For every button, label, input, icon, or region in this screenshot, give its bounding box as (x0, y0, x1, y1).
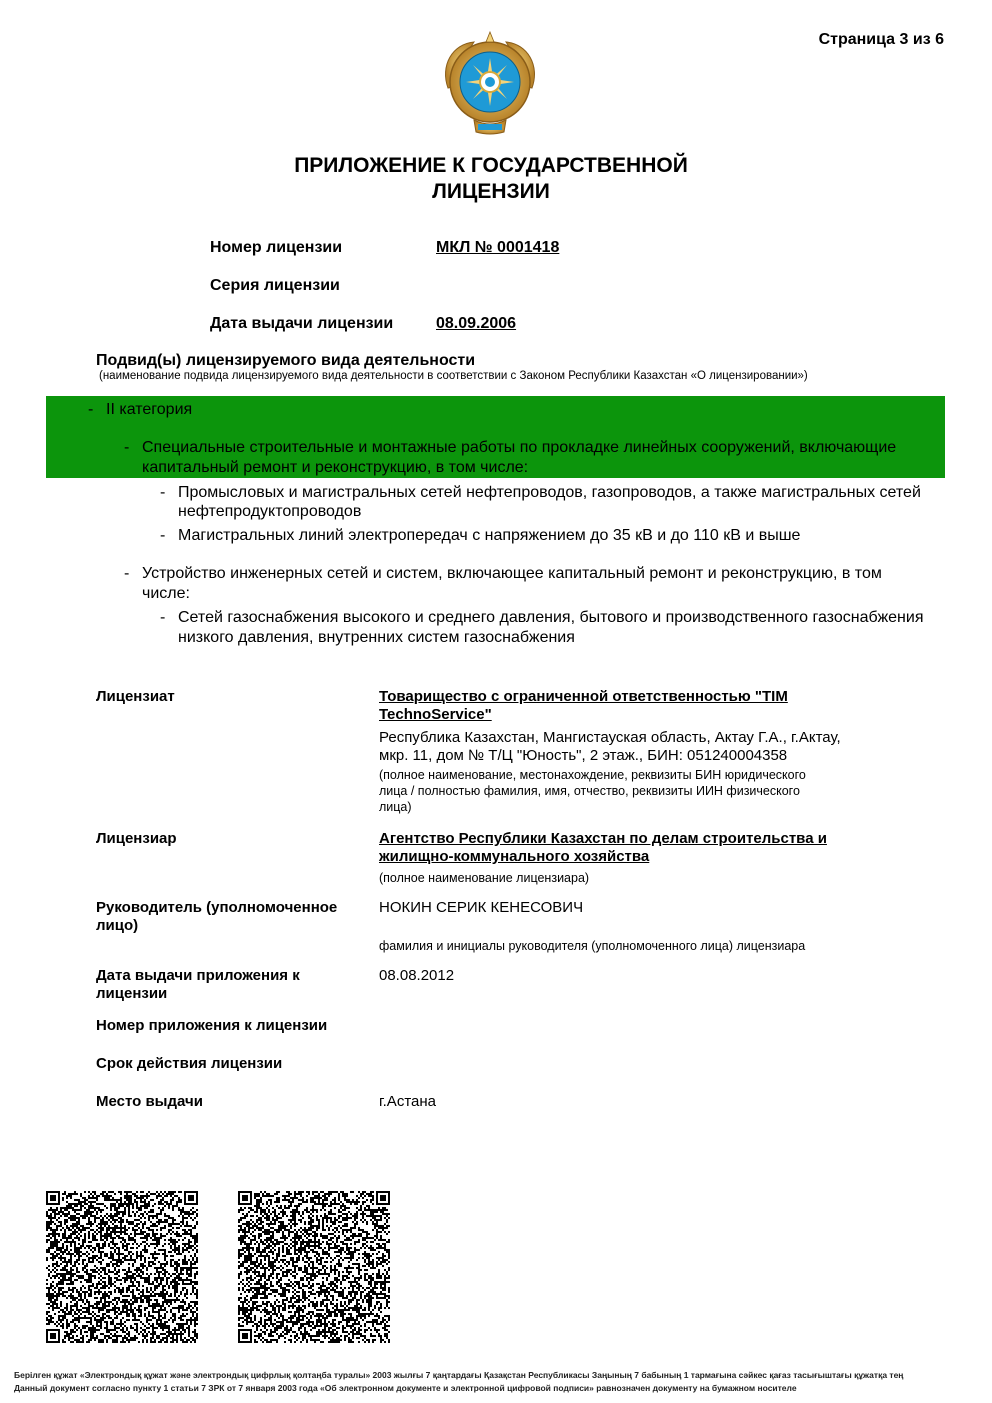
title-line-1: ПРИЛОЖЕНИЕ К ГОСУДАРСТВЕННОЙ (294, 154, 688, 177)
licensee-note-line3: лица) (379, 800, 412, 814)
subtypes-heading: Подвид(ы) лицензируемого вида деятельности (96, 352, 476, 369)
licensee-note-line2: лица / полностью фамилия, имя, отчество, реквизиты ИИН физического (379, 784, 800, 798)
appendix-number-label: Номер приложения к лицензии (96, 1017, 328, 1034)
item1-line1: Специальные строительные и монтажные работы по прокладке линейных сооружений, включающие (142, 439, 897, 456)
head-note: фамилия и инициалы руководителя (уполномоченного лица) лицензиара (379, 939, 806, 953)
license-date-label: Дата выдачи лицензии (210, 315, 394, 332)
list-dash: - (88, 401, 94, 418)
licensee-note (379, 767, 879, 815)
licensee-address (379, 729, 899, 765)
list-dash: - (160, 527, 166, 544)
licensee-label: Лицензиат (96, 688, 175, 705)
qr-code-icon (46, 1191, 198, 1343)
item2a-line2: низкого давления, внутренних систем газоснабжения (178, 629, 575, 646)
licensor-name (379, 830, 899, 866)
licensor-label: Лицензиар (96, 830, 177, 847)
licensee-name-line1: Товарищество с ограниченной ответственностью "TIM (379, 688, 788, 705)
page-number: Страница 3 из 6 (818, 31, 944, 48)
list-dash: - (124, 565, 130, 582)
appendix-date-label-line1: Дата выдачи приложения к (96, 967, 300, 984)
license-term-label: Срок действия лицензии (96, 1055, 283, 1072)
head-value: НОКИН СЕРИК КЕНЕСОВИЧ (379, 899, 584, 916)
list-dash: - (124, 439, 130, 456)
state-emblem-icon (434, 28, 546, 138)
item1b-text: Магистральных линий электропередач с напряжением до 35 кВ и до 110 кВ и выше (178, 527, 801, 544)
licensee-address-line2: мкр. 11, дом № Т/Ц "Юность", 2 этаж., БИН: 051240004358 (379, 747, 788, 764)
head-label-line2: лицо) (96, 917, 139, 934)
list-dash: - (160, 484, 166, 501)
licensee-name-line2: TechnoService" (379, 706, 492, 723)
license-number-label: Номер лицензии (210, 239, 343, 256)
issue-place-value: г.Астана (379, 1093, 436, 1110)
license-number-value: МКЛ № 0001418 (436, 239, 560, 256)
licensee-name (379, 688, 899, 724)
licensee-note-line1: (полное наименование, местонахождение, реквизиты БИН юридического (379, 768, 806, 782)
item1-line2: капитальный ремонт и реконструкцию, в том числе: (142, 459, 529, 476)
head-label (96, 899, 366, 935)
subtypes-note: (наименование подвида лицензируемого вида деятельности в соответствии с Законом Республики Казахстан «О лицензировании») (99, 370, 808, 382)
appendix-date-label (96, 967, 366, 1003)
issue-place-label: Место выдачи (96, 1093, 203, 1110)
item2a-line1: Сетей газоснабжения высокого и среднего давления, бытового и производственного газоснабжения (178, 609, 924, 626)
document-title (0, 153, 982, 205)
item1a-line1: Промысловых и магистральных сетей нефтепроводов, газопроводов, а также магистральных сетей (178, 484, 921, 501)
license-series-label: Серия лицензии (210, 277, 340, 294)
appendix-date-value: 08.08.2012 (379, 967, 455, 984)
category-text: II категория (106, 401, 193, 418)
item2-line2: числе: (142, 585, 190, 602)
item2-line1: Устройство инженерных сетей и систем, включающее капитальный ремонт и реконструкцию, в том (142, 565, 882, 582)
footer-line-1: Берілген құжат «Электрондық құжат және электрондық цифрлық қолтаңба туралы» 2003 жылғы 7 қаңтардағы Қазақстан Республикасы Заңының 7 бабының 1 тармағына сәйкес қағаз тасығыштағы құжатқа тең (14, 1370, 904, 1380)
licensor-name-line1: Агентство Республики Казахстан по делам строительства и (379, 830, 827, 847)
list-dash: - (160, 609, 166, 626)
head-label-line1: Руководитель (уполномоченное (96, 899, 338, 916)
title-line-2: ЛИЦЕНЗИИ (432, 180, 550, 203)
licensee-address-line1: Республика Казахстан, Мангистауская область, Актау Г.А., г.Актау, (379, 729, 841, 746)
licensor-name-line2: жилищно-коммунального хозяйства (379, 848, 650, 865)
qr-code-icon (238, 1191, 390, 1343)
license-date-value: 08.09.2006 (436, 315, 517, 332)
appendix-date-label-line2: лицензии (96, 985, 168, 1002)
footer-line-2: Данный документ согласно пункту 1 статьи 7 ЗРК от 7 января 2003 года «Об электронном документе и электронной цифровой подписи» равнозначен документу на бумажном носителе (14, 1383, 797, 1393)
licensor-note: (полное наименование лицензиара) (379, 871, 590, 885)
item1a-line2: нефтепродуктопроводов (178, 503, 362, 520)
